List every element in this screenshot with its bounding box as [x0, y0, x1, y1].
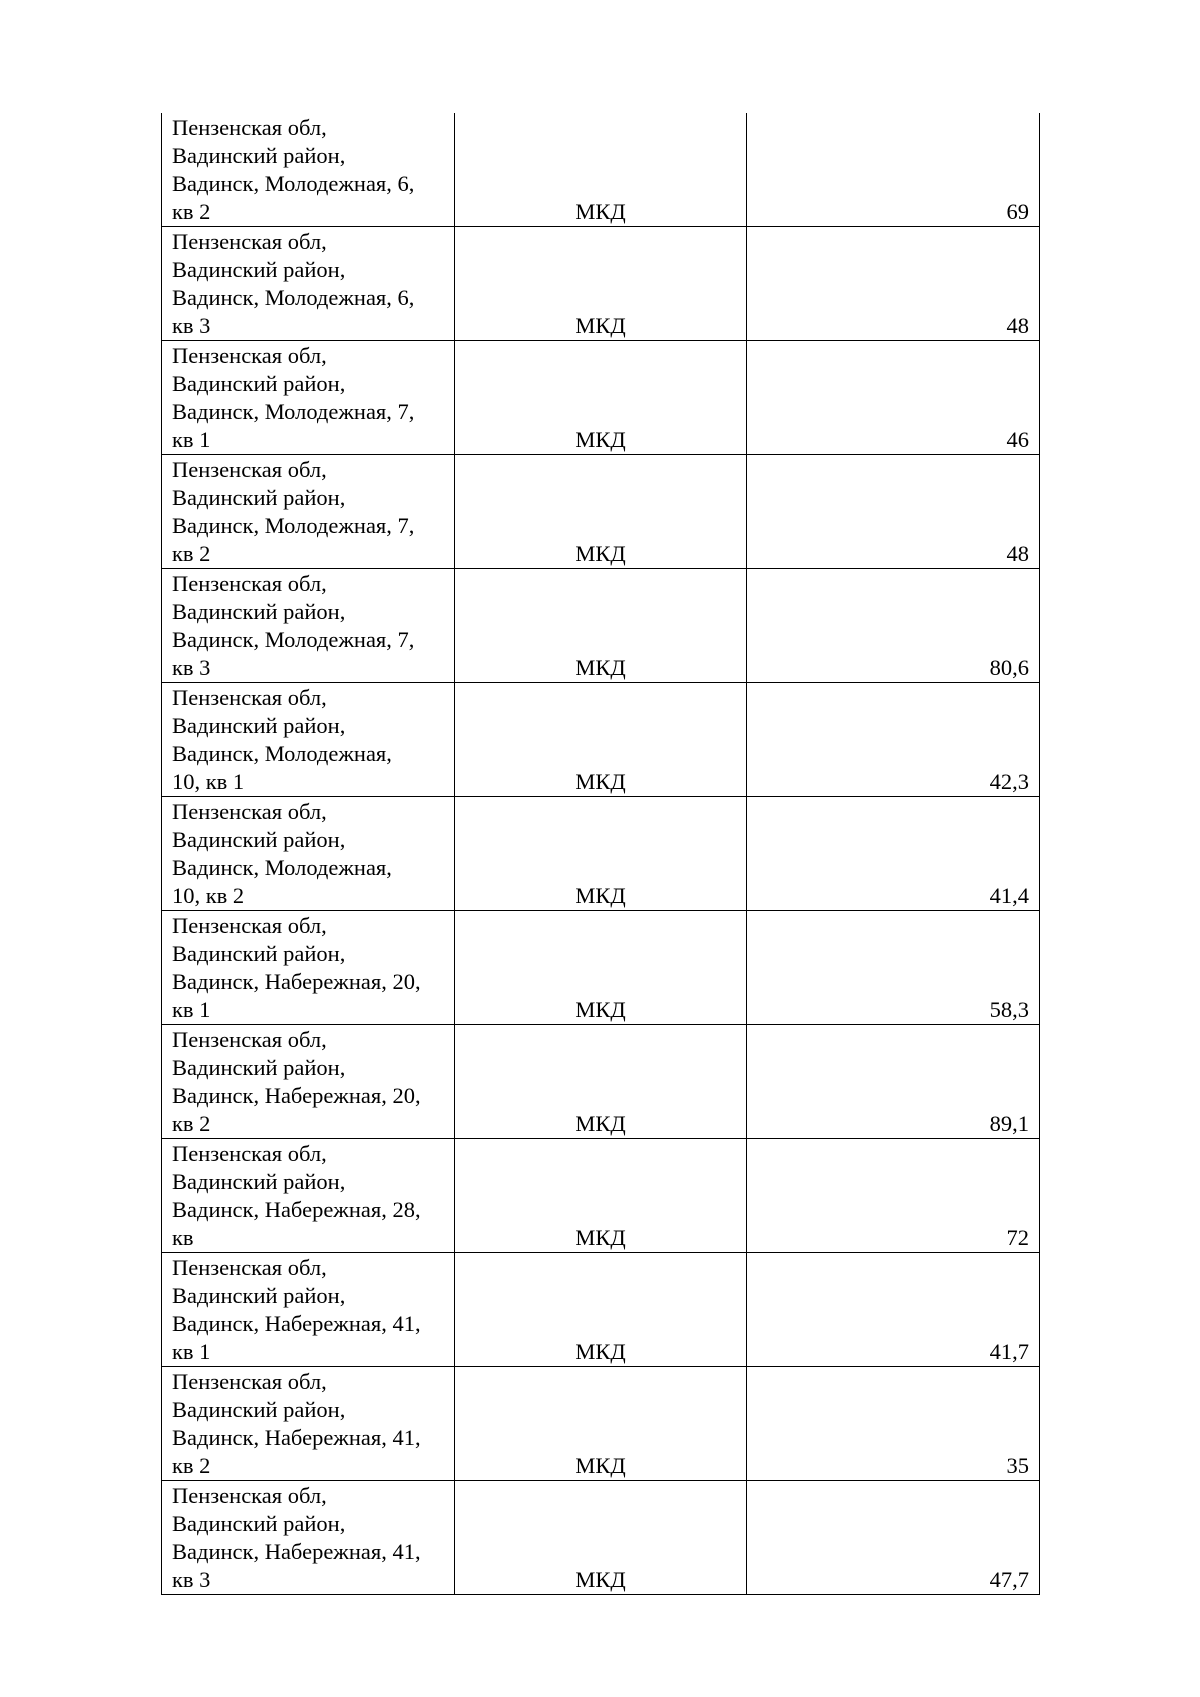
address-cell: Пензенская обл, Вадинский район, Вадинск, Молодежная, 6, кв 3 — [162, 227, 455, 341]
area-cell: 80,6 — [747, 569, 1040, 683]
document-table-container — [161, 113, 1039, 1595]
type-cell: МКД — [455, 1025, 747, 1139]
address-cell: Пензенская обл, Вадинский район, Вадинск, Молодежная, 7, кв 2 — [162, 455, 455, 569]
table-body — [162, 113, 1040, 1595]
table-row — [162, 113, 1040, 227]
address-cell: Пензенская обл, Вадинский район, Вадинск, Набережная, 28, кв — [162, 1139, 455, 1253]
type-cell: МКД — [455, 1139, 747, 1253]
area-cell: 41,7 — [747, 1253, 1040, 1367]
area-cell: 48 — [747, 227, 1040, 341]
area-cell: 72 — [747, 1139, 1040, 1253]
address-cell: Пензенская обл, Вадинский район, Вадинск, Набережная, 41, кв 3 — [162, 1481, 455, 1595]
type-cell: МКД — [455, 569, 747, 683]
type-cell: МКД — [455, 341, 747, 455]
type-cell: МКД — [455, 227, 747, 341]
type-cell: МКД — [455, 797, 747, 911]
address-cell: Пензенская обл, Вадинский район, Вадинск, Молодежная, 7, кв 1 — [162, 341, 455, 455]
table-row — [162, 1481, 1040, 1595]
address-cell: Пензенская обл, Вадинский район, Вадинск, Молодежная, 6, кв 2 — [162, 113, 455, 227]
type-cell: МКД — [455, 1481, 747, 1595]
table-row — [162, 341, 1040, 455]
area-cell: 69 — [747, 113, 1040, 227]
address-cell: Пензенская обл, Вадинский район, Вадинск, Молодежная, 10, кв 1 — [162, 683, 455, 797]
type-cell: МКД — [455, 1367, 747, 1481]
table-row — [162, 569, 1040, 683]
table-row — [162, 1025, 1040, 1139]
table-row — [162, 1139, 1040, 1253]
type-cell: МКД — [455, 1253, 747, 1367]
address-cell: Пензенская обл, Вадинский район, Вадинск, Набережная, 20, кв 2 — [162, 1025, 455, 1139]
address-cell: Пензенская обл, Вадинский район, Вадинск, Набережная, 41, кв 2 — [162, 1367, 455, 1481]
table-row — [162, 797, 1040, 911]
area-cell: 42,3 — [747, 683, 1040, 797]
address-table — [161, 113, 1040, 1595]
area-cell: 46 — [747, 341, 1040, 455]
type-cell: МКД — [455, 911, 747, 1025]
table-row — [162, 455, 1040, 569]
table-row — [162, 227, 1040, 341]
table-row — [162, 1367, 1040, 1481]
area-cell: 89,1 — [747, 1025, 1040, 1139]
area-cell: 41,4 — [747, 797, 1040, 911]
address-cell: Пензенская обл, Вадинский район, Вадинск, Набережная, 41, кв 1 — [162, 1253, 455, 1367]
area-cell: 35 — [747, 1367, 1040, 1481]
address-cell: Пензенская обл, Вадинский район, Вадинск, Молодежная, 7, кв 3 — [162, 569, 455, 683]
table-row — [162, 683, 1040, 797]
table-row — [162, 911, 1040, 1025]
address-cell: Пензенская обл, Вадинский район, Вадинск, Набережная, 20, кв 1 — [162, 911, 455, 1025]
table-row — [162, 1253, 1040, 1367]
address-cell: Пензенская обл, Вадинский район, Вадинск, Молодежная, 10, кв 2 — [162, 797, 455, 911]
area-cell: 47,7 — [747, 1481, 1040, 1595]
area-cell: 48 — [747, 455, 1040, 569]
type-cell: МКД — [455, 113, 747, 227]
type-cell: МКД — [455, 455, 747, 569]
type-cell: МКД — [455, 683, 747, 797]
area-cell: 58,3 — [747, 911, 1040, 1025]
